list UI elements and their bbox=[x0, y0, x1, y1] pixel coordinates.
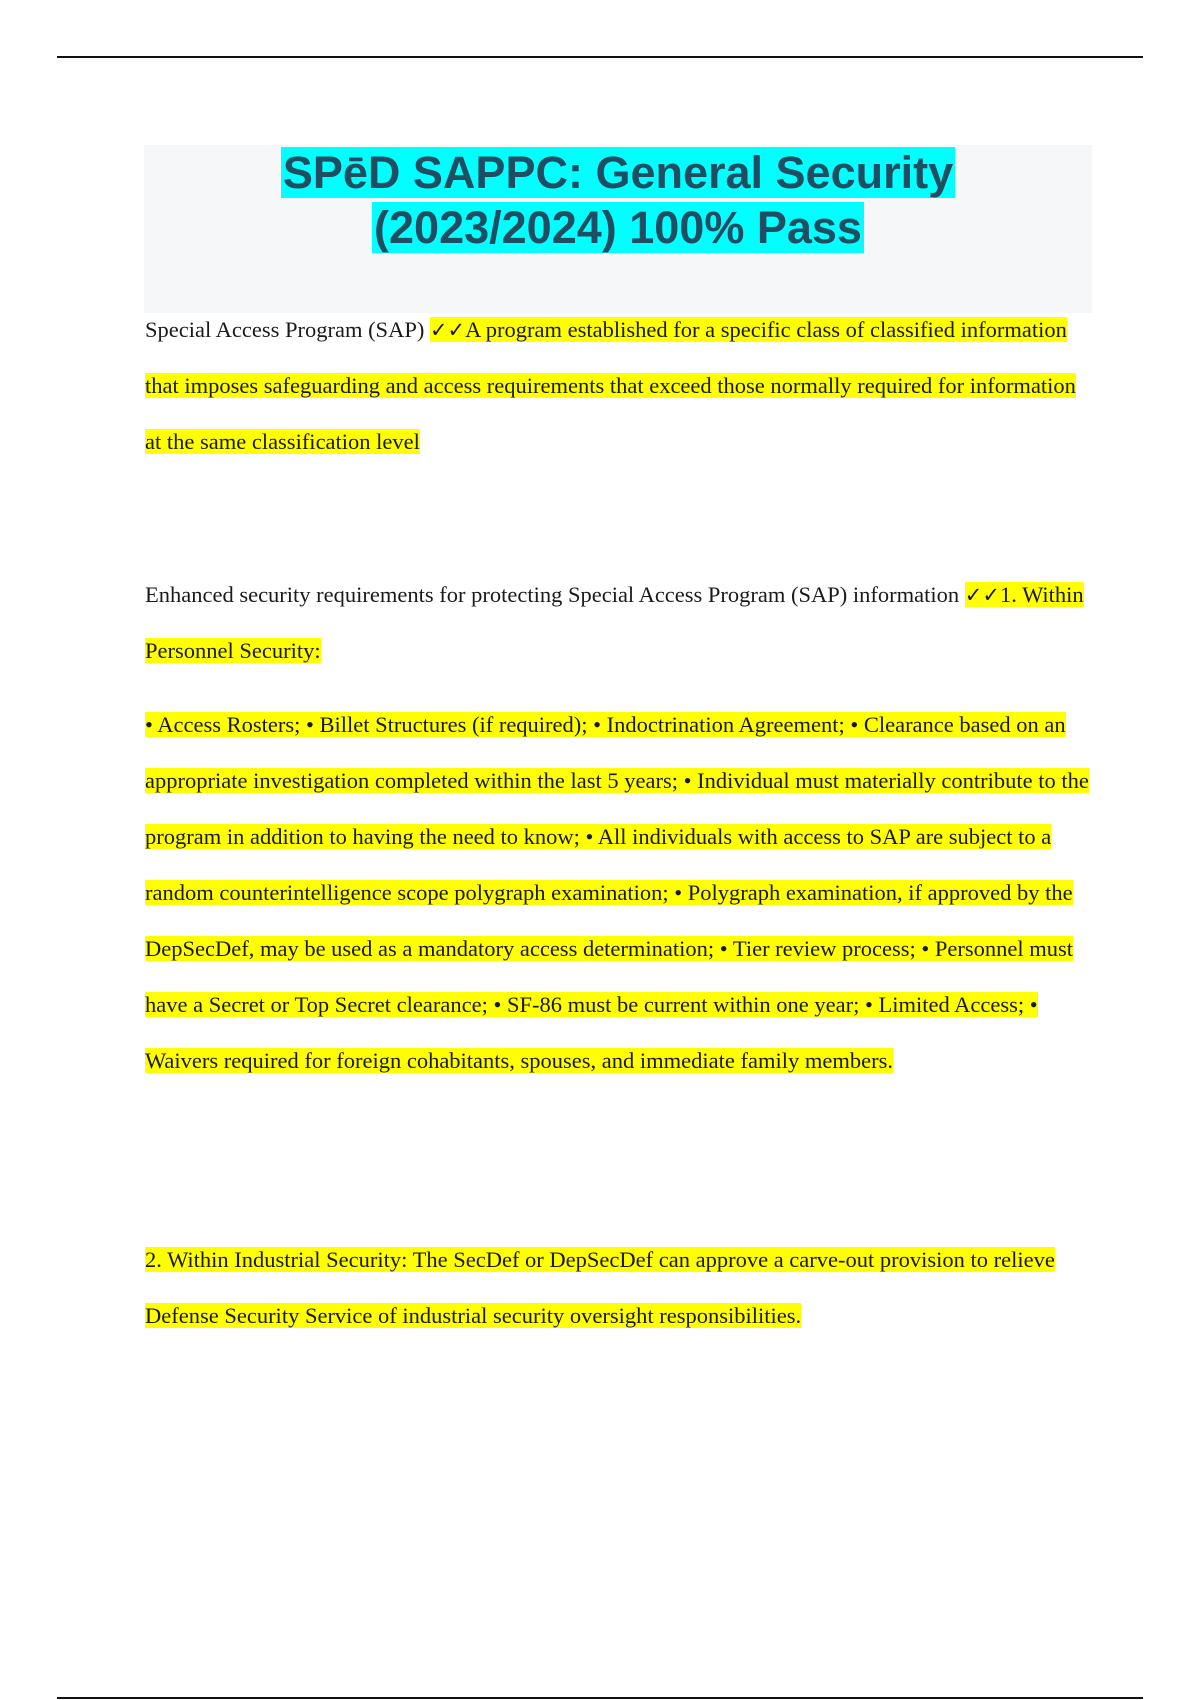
document-title bbox=[144, 145, 1092, 255]
qa-entry-1 bbox=[145, 302, 1095, 470]
answer-intro: 1. Within Personnel Security: bbox=[145, 582, 1084, 663]
term-label: Special Access Program (SAP) bbox=[145, 317, 425, 342]
bullet-list-paragraph bbox=[145, 697, 1095, 1089]
title-block bbox=[144, 145, 1092, 313]
term-label: Enhanced security requirements for protecting Special Access Program (SAP) information bbox=[145, 582, 960, 607]
answer-text: A program established for a specific class of classified information that imposes safeguarding and access requirements that exceed those normally required for information at the same classification level bbox=[145, 317, 1076, 454]
title-line-2: (2023/2024) 100% Pass bbox=[374, 202, 862, 253]
industrial-security-paragraph bbox=[145, 1232, 1095, 1344]
industrial-security-text: 2. Within Industrial Security: The SecDef or DepSecDef can approve a carve-out provision to relieve Defense Security Service of industrial security oversight responsibilities. bbox=[145, 1247, 1055, 1328]
bottom-rule bbox=[57, 1697, 1143, 1699]
double-check-icon: ✓✓ bbox=[429, 318, 466, 342]
qa-entry-2 bbox=[145, 567, 1095, 679]
title-line-1: SPēD SAPPC: General Security bbox=[282, 147, 954, 198]
double-check-icon: ✓✓ bbox=[964, 583, 1000, 607]
bullet-list-text: • Access Rosters; • Billet Structures (if required); • Indoctrination Agreement; • Clearance based on an appropriate investigation completed within the last 5 years; • Individual must materially contribute to the program in addition to having the need to know; • All individuals with access to SAP are subject to a random counterintelligence scope polygraph examination; • Polygraph examination, if approved by the DepSecDef, may be used as a mandatory access determination; • Tier review process; • Personnel must have a Secret or Top Secret clearance; • SF-86 must be current within one year; • Limited Access; • Waivers required for foreign cohabitants, spouses, and immediate family members. bbox=[145, 712, 1089, 1073]
top-rule bbox=[57, 56, 1143, 58]
